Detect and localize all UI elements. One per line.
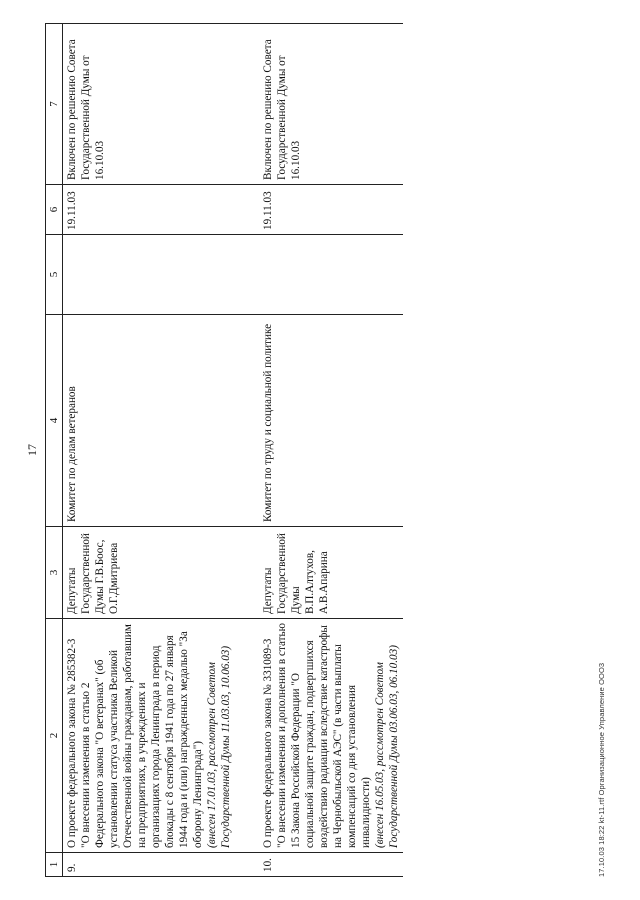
row-number: 9. <box>63 853 256 877</box>
bill-cell <box>255 619 403 853</box>
column-header: 5 <box>46 235 63 315</box>
column-header: 4 <box>46 315 63 527</box>
table-row <box>63 24 256 877</box>
column-header: 7 <box>46 24 63 185</box>
bill-note: (внесен 16.05.03, рассмотрен Советом Государственной Думы 03.06.03, 06.10.03) <box>374 645 400 848</box>
initiator-cell: Депутаты Государственной Думы В.П.Алтухов, А.В.Апарина <box>255 527 403 619</box>
initiator-cell: Депутаты Государственной Думы Г.В.Боос, О.Г.Дмитриева <box>63 527 256 619</box>
committee-cell: Комитет по делам ветеранов <box>63 315 256 527</box>
bill-title: О проекте федерального закона № 331089-3 <box>262 638 274 848</box>
date-cell: 19.11.03 <box>255 185 403 235</box>
row-number: 10. <box>255 853 403 877</box>
bill-cell <box>63 619 256 853</box>
date-cell: 19.11.03 <box>63 185 256 235</box>
column5-cell <box>63 235 256 315</box>
bill-subject: "О внесении изменения в статью 2 Федерального закона "О ветеранах" (об установлении статуса участника Великой Отечественной войны гражданам, работавшим на предприятиях, в учреждениях и организациях города Ленинграда в период блокады с 8 сентября 1941 года по 27 января 1944 года и (или) награжденных медалью "За оборону Ленинграда") <box>80 624 204 848</box>
page-number: 17 <box>25 444 39 456</box>
bill-title: О проекте федерального закона № 285382-3 <box>66 638 78 848</box>
agenda-table <box>45 23 403 877</box>
committee-cell: Комитет по труду и социальной политике <box>255 315 403 527</box>
table-row <box>255 24 403 877</box>
rotated-content <box>15 17 625 883</box>
column5-cell <box>255 235 403 315</box>
column-header: 1 <box>46 853 63 877</box>
column-header: 2 <box>46 619 63 853</box>
bill-subject: "О внесении изменения и дополнения в статью 15 Закона Российской Федерации "О социальной защите граждан, подвергшихся воздействию радиации вследствие катастрофы на Чернобыльской АЭС" (в части выплаты компенсаций со дня установления инвалидности) <box>276 623 372 848</box>
document-footer: 17.10.03 18:22 kt-11.rtf Организационное Управление ООО3 <box>597 662 606 877</box>
column-header: 3 <box>46 527 63 619</box>
decision-cell: Включен по решению Совета Государственной Думы от 16.10.03 <box>255 24 403 185</box>
column-header: 6 <box>46 185 63 235</box>
decision-cell: Включен по решению Совета Государственной Думы от 16.10.03 <box>63 24 256 185</box>
bill-note: (внесен 17.01.03, рассмотрен Советом Государственной Думы 11.03.03, 10.06.03) <box>206 645 232 848</box>
header-row <box>46 24 63 877</box>
